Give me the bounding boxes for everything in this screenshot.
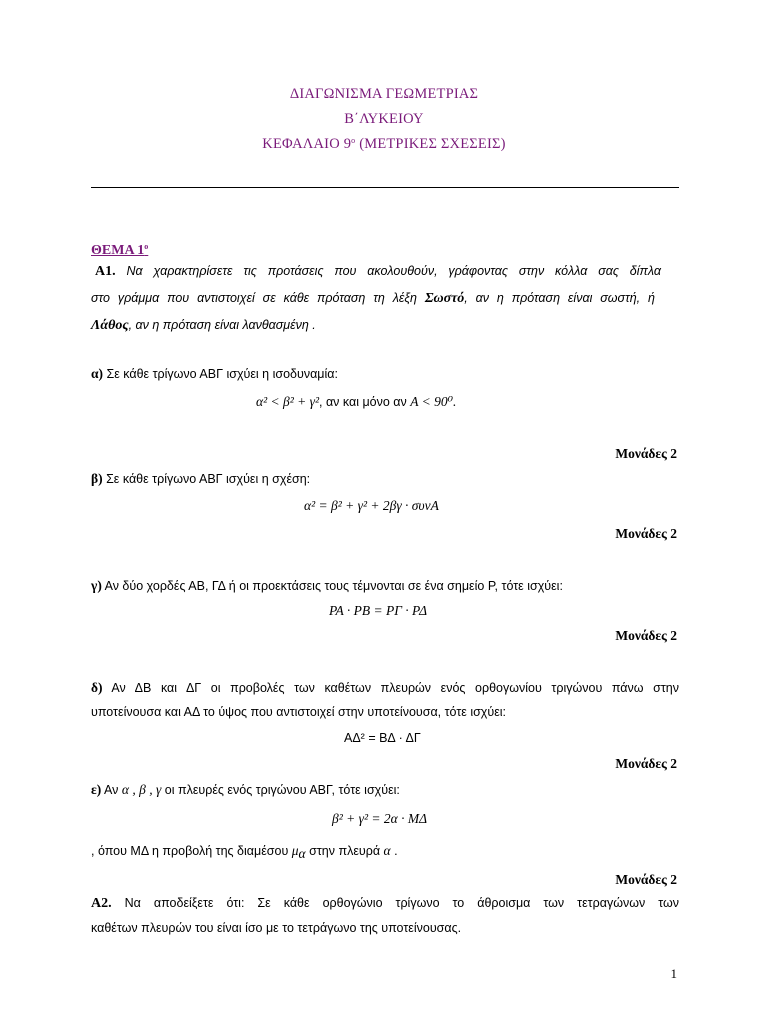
item-e-note: , όπου ΜΔ η προβολή της διαμέσου $\mu_\alpha$ στην πλευρά α . [91, 843, 398, 861]
header-divider [91, 187, 679, 188]
a2-line-2: καθέτων πλευρών του είναι ίσο με το τετράγωνο της υποτείνουσας. [91, 921, 462, 935]
item-d-formula: ΑΔ² = ΒΔ · ΔΓ [344, 731, 421, 745]
item-e-text: ε) Αν α , β , γ οι πλευρές ενός τριγώνου ΑΒΓ, τότε ισχύει: [91, 782, 400, 797]
a1-label: Α1. [95, 264, 116, 279]
exam-title: ΔΙΑΓΩΝΙΣΜΑ ΓΕΩΜΕΤΡΙΑΣ [289, 86, 479, 102]
a1-line-3: Λάθος, αν η πρόταση είναι λανθασμένη . [91, 318, 316, 333]
item-e-label: ε) [91, 782, 102, 797]
item-b-label: β) [91, 471, 103, 486]
page-number: 1 [670, 966, 677, 981]
item-c-text: γ) Αν δύο χορδές ΑΒ, ΓΔ ή οι προεκτάσεις τους τέμνονται σε ένα σημείο Ρ, τότε ισχύει: [91, 578, 563, 593]
item-e-points: Μονάδες 2 [615, 872, 677, 887]
a1-line-2: στο γράμμα που αντιστοιχεί σε κάθε πρόταση τη λέξη Σωστό, αν η πρόταση είναι σωστή, ή [91, 291, 655, 306]
item-a-text: α) Σε κάθε τρίγωνο ΑΒΓ ισχύει η ισοδυναμία: [91, 366, 338, 381]
item-c-label: γ) [91, 578, 102, 593]
item-b-text: β) Σε κάθε τρίγωνο ΑΒΓ ισχύει η σχέση: [91, 471, 311, 486]
item-a-points: Μονάδες 2 [615, 446, 677, 461]
exam-chapter: ΚΕΦΑΛΑΙΟ $9^o$ (ΜΕΤΡΙΚΕΣ ΣΧΕΣΕΙΣ) [262, 136, 506, 152]
item-d-line-1: δ) Αν ΔΒ και ΔΓ οι προβολές των καθέτων πλευρών ενός ορθογωνίου τριγώνου πάνω στην [91, 680, 679, 695]
item-d-label: δ) [91, 680, 103, 695]
item-b-points: Μονάδες 2 [615, 526, 677, 541]
a2-label: Α2. [91, 896, 112, 911]
item-d-line-2: υποτείνουσα και ΑΔ το ύψος που αντιστοιχεί στην υποτείνουσα, τότε ισχύει: [91, 705, 507, 719]
a1-line-1: Α1. Να χαρακτηρίσετε τις προτάσεις που ακολουθούν, γράφοντας στην κόλλα σας δίπλα [95, 264, 661, 279]
theme-heading: ΘΕΜΑ $1^o$ [91, 242, 149, 258]
exam-grade: Β΄ΛΥΚΕΙΟΥ [344, 111, 424, 127]
item-b-formula: α² = β² + γ² + 2βγ · συνΑ [304, 498, 439, 513]
item-d-points: Μονάδες 2 [615, 756, 677, 771]
item-a-formula: α² < β² + γ², αν και μόνο αν Α < 90⁰. [256, 394, 457, 409]
item-c-points: Μονάδες 2 [615, 628, 677, 643]
item-a-label: α) [91, 366, 104, 381]
a2-line-1: Α2. Να αποδείξετε ότι: Σε κάθε ορθογώνιο τρίγωνο το άθροισμα των τετραγώνων των [91, 896, 679, 911]
item-c-formula: ΡΑ · ΡΒ = ΡΓ · ΡΔ [329, 603, 428, 618]
item-e-formula: β² + γ² = 2α · ΜΔ [332, 811, 427, 826]
